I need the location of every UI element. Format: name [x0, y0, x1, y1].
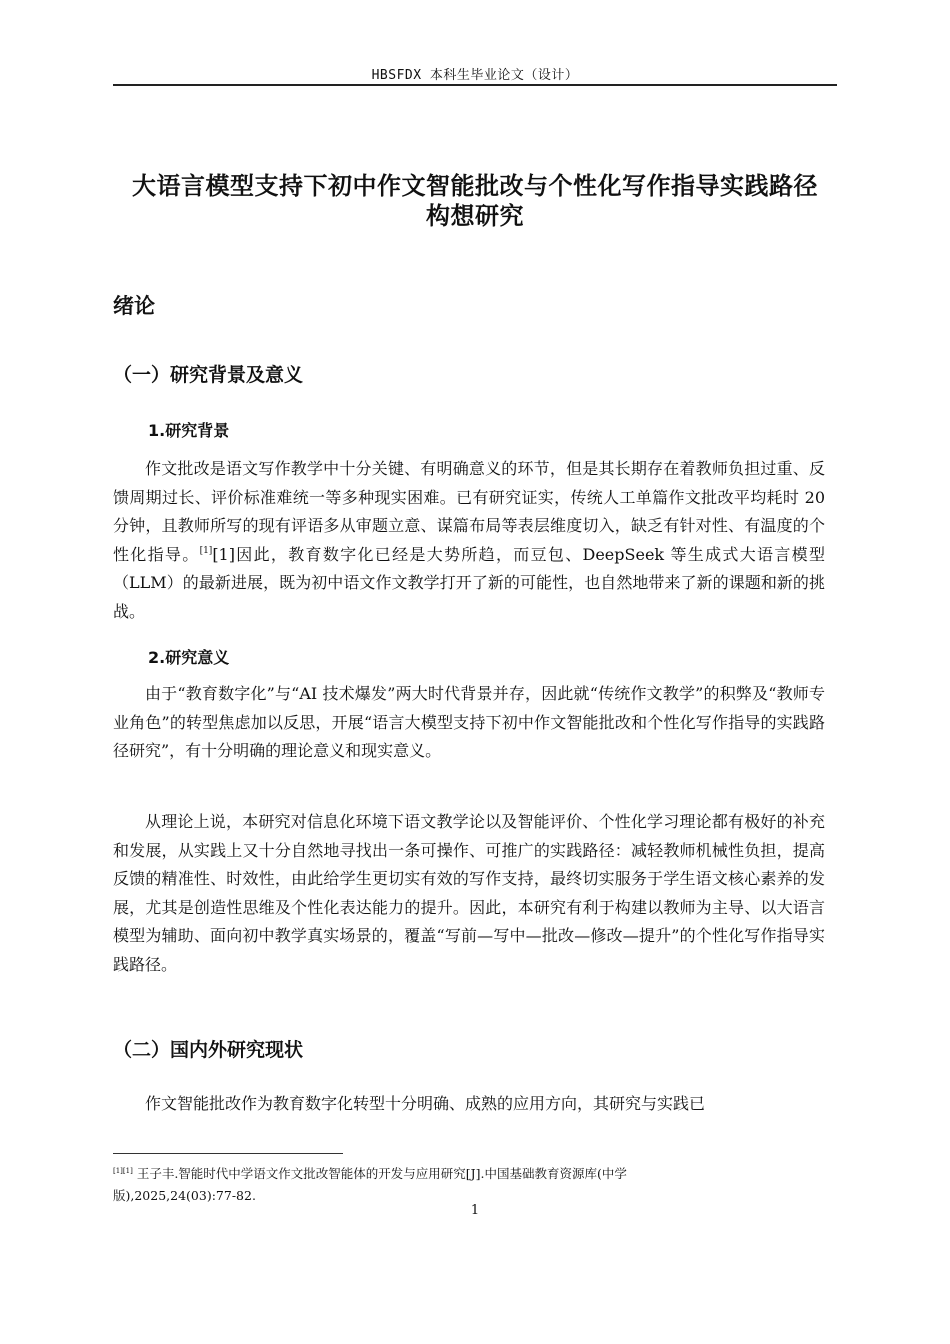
research-status-paragraph: 作文智能批改作为教育数字化转型十分明确、成熟的应用方向，其研究与实践已 — [145, 1094, 706, 1113]
research-background-text-a: 作文批改是语文写作教学中十分关键、有明确意义的环节，但是其长期存在着教师负担过重、反馈周期过长、评价标准难统一等多种现实困难。已有研究证实，传统人工单篇作文批改平均耗时 20 分钟，且教师所写的现有评语多从审题立意、谋篇布局等表层维度切入，缺乏有针对性、有温度的个性化指导。 — [113, 459, 825, 564]
footnote — [113, 1163, 733, 1207]
section-2-heading: （二）国内外研究现状 — [113, 1039, 304, 1061]
research-significance-paragraph-1: 由于“教育数字化”与“AI 技术爆发”两大时代背景并存，因此就“传统作文教学”的积弊及“教师专业角色”的转型焦虑加以反思，开展“语言大模型支持下初中作文智能批改和个性化写作指导的实践路径研究”，有十分明确的理论意义和现实意义。 — [113, 684, 825, 760]
paper-title-line-2: 构想研究 — [426, 202, 524, 230]
header-rule — [113, 84, 837, 86]
subsection-1-1-heading: 1.研究背景 — [148, 421, 230, 440]
introduction-heading: 绪论 — [113, 294, 155, 318]
research-significance-paragraph-2: 从理论上说，本研究对信息化环境下语文教学论以及智能评价、个性化学习理论都有极好的补充和发展，从实践上又十分自然地寻找出一条可操作、可推广的实践路径：减轻教师机械性负担，提高反馈的精准性、时效性，由此给学生更切实有效的写作支持，最终切实服务于学生语文核心素养的发展，尤其是创造性思维及个性化表达能力的提升。因此，本研究有利于构建以教师为主导、以大语言模型为辅助、面向初中教学真实场景的，覆盖“写前—写中—批改—修改—提升”的个性化写作指导实践路径。 — [113, 812, 825, 974]
research-background-paragraph — [113, 455, 825, 626]
subsection-1-2-heading: 2.研究意义 — [148, 648, 230, 667]
section-1-heading: （一）研究背景及意义 — [113, 364, 304, 386]
paper-title-line-1: 大语言模型支持下初中作文智能批改与个性化写作指导实践路径 — [132, 172, 818, 200]
footnote-text: 王子丰.智能时代中学语文作文批改智能体的开发与应用研究[J].中国基础教育资源库(中学版),2025,24(03):77-82. — [113, 1166, 627, 1203]
running-header: HBSFDX 本科生毕业论文（设计） — [371, 68, 579, 83]
citation-superscript: [1] — [199, 545, 213, 556]
footnote-rule — [113, 1153, 343, 1154]
page-number: 1 — [470, 1203, 480, 1218]
research-background-text-b: [1]因此，教育数字化已经是大势所趋，而豆包、DeepSeek 等生成式大语言模型（LLM）的最新进展，既为初中语文作文教学打开了新的可能性，也自然地带来了新的课题和新的挑战。 — [113, 544, 825, 621]
footnote-marker: [1][1] — [113, 1167, 133, 1175]
